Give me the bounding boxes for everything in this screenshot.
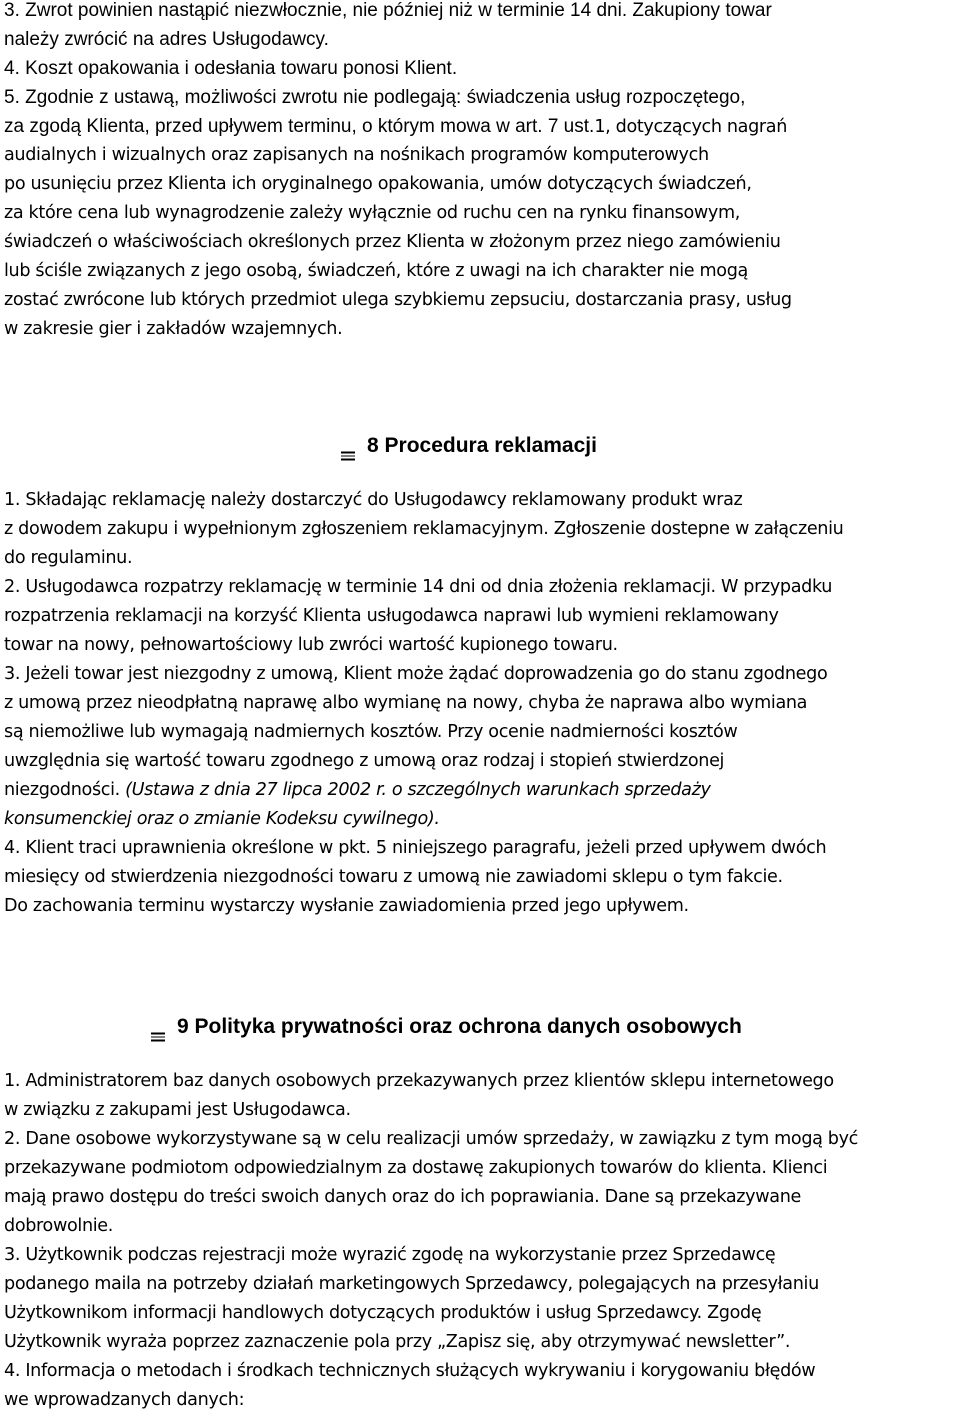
paragraph-fragment: 1, dotyczących nagrań (594, 117, 788, 137)
paragraph-line: Do zachowania terminu wystarczy wysłanie zawiadomienia przed jego upływem. (4, 896, 689, 916)
paragraph-line: zostać zwrócone lub których przedmiot ulega szybkiemu zepsuciu, dostarczania prasy, usług (4, 290, 792, 310)
paragraph-line: w zakresie gier i zakładów wzajemnych. (4, 319, 343, 339)
paragraph-line: przekazywane podmiotom odpowiedzialnym za dostawę zakupionych towarów do klienta. Klienci (4, 1158, 828, 1178)
paragraph-fragment: niezgodności. (4, 780, 126, 800)
statute-reference: konsumenckiej oraz o zmianie Kodeksu cywilnego). (4, 809, 440, 829)
section-heading (341, 431, 597, 460)
section-heading (151, 1012, 742, 1041)
paragraph-line (4, 112, 787, 142)
paragraph-line: należy zwrócić na adres Usługodawcy. (4, 29, 329, 50)
paragraph-line: świadczeń o właściwościach określonych przez Klienta w złożonym przez niego zamówieniu (4, 232, 781, 252)
paragraph-line: po usunięciu przez Klienta ich oryginalnego opakowania, umów dotyczących świadczeń, (4, 174, 752, 194)
paragraph-line: Użytkownik wyraża poprzez zaznaczenie pola przy „Zapisz się, aby otrzymywać newsletter”. (4, 1332, 791, 1352)
paragraph-line: rozpatrzenia reklamacji na korzyść Klienta usługodawca naprawi lub wymieni reklamowany (4, 606, 779, 626)
paragraph-line: 3. Użytkownik podczas rejestracji może wyrazić zgodę na wykorzystanie przez Sprzedawcę (4, 1245, 776, 1265)
arrow-right-icon (151, 1021, 165, 1031)
paragraph-line: Użytkownikom informacji handlowych dotyczących produktów i usług Sprzedawcy. Zgodę (4, 1303, 762, 1323)
paragraph-line: podanego maila na potrzeby działań marketingowych Sprzedawcy, polegających na przesyłaniu (4, 1274, 819, 1294)
paragraph-line: 3. Zwrot powinien nastąpić niezwłocznie, nie później niż w terminie 14 dni. Zakupiony towar (4, 0, 772, 21)
paragraph-line: z umową przez nieodpłatną naprawę albo wymianę na nowy, chyba że naprawa albo wymiana (4, 693, 808, 713)
paragraph-line: 4. Informacja o metodach i środkach technicznych służących wykrywaniu i korygowaniu błędów (4, 1361, 816, 1381)
paragraph-line: 5. Zgodnie z ustawą, możliwości zwrotu nie podlegają: świadczenia usług rozpoczętego, (4, 87, 746, 108)
paragraph-line: uwzględnia się wartość towaru zgodnego z umową oraz rodzaj i stopień stwierdzonej (4, 751, 725, 771)
paragraph-line: 2. Dane osobowe wykorzystywane są w celu realizacji umów sprzedaży, w zawiązku z tym mogą być (4, 1129, 859, 1149)
paragraph-fragment: za zgodą Klienta, przed upływem terminu, o którym mowa w art. 7 ust. (4, 116, 595, 137)
paragraph-line: 1. Administratorem baz danych osobowych przekazywanych przez klientów sklepu internetowego (4, 1071, 834, 1091)
paragraph-line: 4. Koszt opakowania i odesłania towaru ponosi Klient. (4, 58, 458, 79)
section-heading-text: 8 Procedura reklamacji (367, 434, 597, 457)
paragraph-line: do regulaminu. (4, 548, 133, 568)
arrow-right-icon (341, 440, 355, 450)
paragraph-line: w związku z zakupami jest Usługodawca. (4, 1100, 351, 1120)
paragraph-line: audialnych i wizualnych oraz zapisanych na nośnikach programów komputerowych (4, 145, 709, 165)
paragraph-line: lub ściśle związanych z jego osobą, świadczeń, które z uwagi na ich charakter nie mogą (4, 261, 748, 281)
paragraph-line: są niemożliwe lub wymagają nadmiernych kosztów. Przy ocenie nadmierności kosztów (4, 722, 738, 742)
paragraph-line: 4. Klient traci uprawnienia określone w pkt. 5 niniejszego paragrafu, jeżeli przed upływem dwóch (4, 838, 827, 858)
paragraph-line: towar na nowy, pełnowartościowy lub zwróci wartość kupionego towaru. (4, 635, 618, 655)
paragraph-line: z dowodem zakupu i wypełnionym zgłoszeniem reklamacyjnym. Zgłoszenie dostepne w załączeniu (4, 519, 844, 539)
paragraph-line: miesięcy od stwierdzenia niezgodności towaru z umową nie zawiadomi sklepu o tym fakcie. (4, 867, 783, 887)
statute-reference: (Ustawa z dnia 27 lipca 2002 r. o szczególnych warunkach sprzedaży (125, 780, 711, 800)
paragraph-line: za które cena lub wynagrodzenie zależy wyłącznie od ruchu cen na rynku finansowym, (4, 203, 741, 223)
paragraph-line: 2. Usługodawca rozpatrzy reklamację w terminie 14 dni od dnia złożenia reklamacji. W przypadku (4, 577, 833, 597)
paragraph-line: we wprowadzanych danych: (4, 1390, 245, 1410)
section-heading-text: 9 Polityka prywatności oraz ochrona danych osobowych (177, 1015, 742, 1038)
paragraph-line: mają prawo dostępu do treści swoich danych oraz do ich poprawiania. Dane są przekazywane (4, 1187, 801, 1207)
paragraph-line: 1. Składając reklamację należy dostarczyć do Usługodawcy reklamowany produkt wraz (4, 490, 743, 510)
paragraph-line: dobrowolnie. (4, 1216, 114, 1236)
paragraph-line: 3. Jeżeli towar jest niezgodny z umową, Klient może żądać doprowadzenia go do stanu zgodnego (4, 664, 828, 684)
paragraph-line (4, 776, 711, 805)
